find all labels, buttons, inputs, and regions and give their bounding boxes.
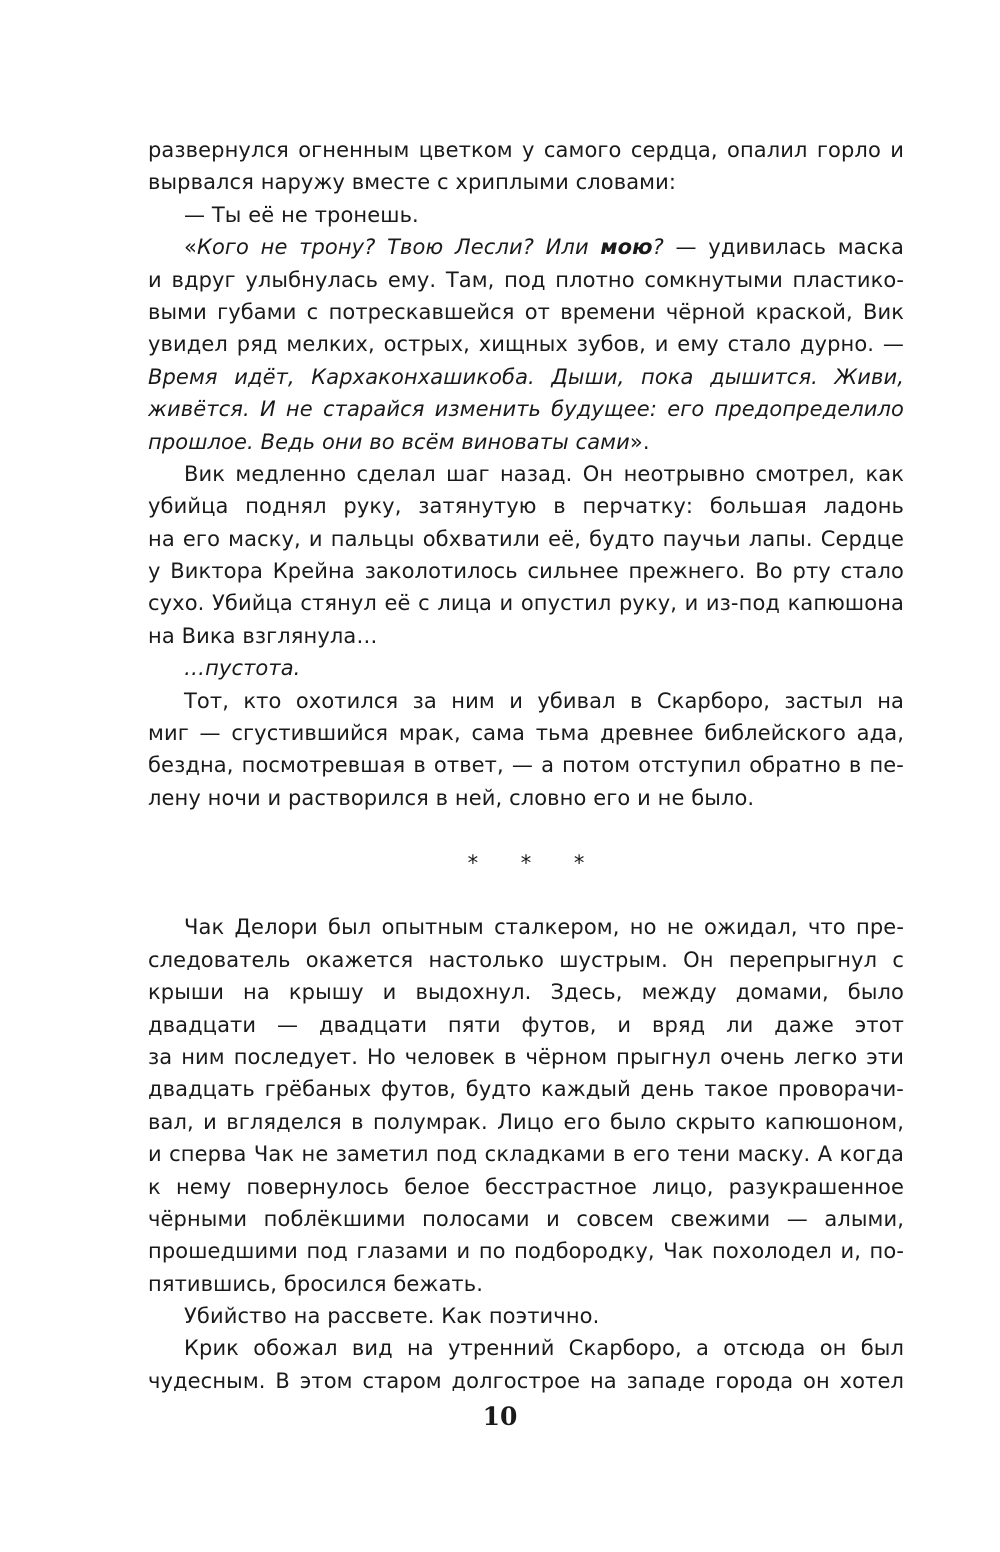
text-line: чёрными поблёкшими полосами и совсем свежими — алыми, — [148, 1206, 904, 1231]
italic-speech: прошлое. Ведь они во всём виноваты сами — [148, 429, 630, 454]
text-line: Вик медленно сделал шаг назад. Он неотрывно смотрел, как — [184, 461, 904, 486]
text-line: у Виктора Крейна заколотилось сильнее прежнего. Во рту стало — [148, 559, 904, 584]
text-line: на Вика взглянула… — [148, 623, 378, 648]
text-line: сухо. Убийца стянул её с лица и опустил руку, и из-под капюшона — [148, 591, 904, 616]
text-line: Тот, кто охотился за ним и убивал в Скарборо, застыл на — [184, 688, 904, 713]
text-line: крыши на крышу и выдохнул. Здесь, между домами, было — [148, 980, 904, 1005]
page-text — [148, 134, 904, 1397]
quote-close: ». — [629, 429, 650, 454]
italic-line: …пустота. — [184, 656, 301, 681]
text-line: к нему повернулось белое бесстрастное лицо, разукрашенное — [148, 1174, 904, 1199]
text-line: на его маску, и пальцы обхватили её, будто паучьи лапы. Сердце — [148, 526, 904, 551]
text-line: прошедшими под глазами и по подбородку, Чак похолодел и, по- — [148, 1239, 904, 1264]
text-line: выми губами с потрескавшейся от времени чёрной краской, Вик — [148, 299, 904, 324]
text-line: лену ночи и растворился в ней, словно его и не было. — [148, 785, 755, 810]
italic-line: Время идёт, Кархаконхашикоба. Дыши, пока дышится. Живи, — [148, 364, 904, 389]
text-line: Крик обожал вид на утренний Скарборо, а отсюда он был — [184, 1336, 904, 1361]
text-line: и сперва Чак не заметил под складками в его тени маску. А когда — [148, 1142, 904, 1167]
text-line: Чак Делори был опытным сталкером, но не ожидал, что пре- — [184, 915, 904, 940]
page-number: 10 — [482, 1402, 518, 1431]
section-separator: * * * — [467, 850, 603, 875]
text-line: увидел ряд мелких, острых, хищных зубов, и ему стало дурно. — — [148, 332, 904, 357]
text-line — [148, 426, 904, 458]
text-line: двадцати — двадцати пяти футов, и вряд ли даже этот — [148, 1012, 904, 1037]
italic-speech: ? — [652, 235, 664, 260]
text-line: миг — сгустившийся мрак, сама тьма древнее библейского ада, — [148, 721, 904, 746]
text-line: Убийство на рассвете. Как поэтично. — [184, 1304, 600, 1329]
quote-open: « — [184, 235, 197, 260]
italic-line: живётся. И не старайся изменить будущее: его предопределило — [148, 397, 904, 422]
text-line: и вдруг улыбнулась ему. Там, под плотно сомкнутыми пластико- — [148, 267, 904, 292]
dialogue-line: — Ты её не тронешь. — [184, 202, 419, 227]
bold-word: мою — [600, 235, 653, 260]
text-fragment: — удивилась маска — [663, 235, 904, 260]
text-line: чудесным. В этом старом долгострое на западе города он хотел — [148, 1368, 904, 1393]
text-line: убийца поднял руку, затянутую в перчатку: большая ладонь — [148, 494, 904, 519]
text-line — [148, 231, 904, 263]
text-line: вал, и вгляделся в полумрак. Лицо его было скрыто капюшоном, — [148, 1109, 904, 1134]
text-line: следователь окажется настолько шустрым. Он перепрыгнул с — [148, 947, 904, 972]
text-line: вырвался наружу вместе с хриплыми словами: — [148, 170, 677, 195]
text-line: бездна, посмотревшая в ответ, — а потом отступил обратно в пе- — [148, 753, 904, 778]
italic-speech: Кого не трону? Твою Лесли? Или — [196, 235, 601, 260]
text-line: двадцать грёбаных футов, будто каждый день такое проворачи- — [148, 1077, 904, 1102]
text-line: пятившись, бросился бежать. — [148, 1271, 483, 1296]
text-line: за ним последует. Но человек в чёрном прыгнул очень легко эти — [148, 1044, 904, 1069]
text-line: развернулся огненным цветком у самого сердца, опалил горло и — [148, 138, 904, 162]
